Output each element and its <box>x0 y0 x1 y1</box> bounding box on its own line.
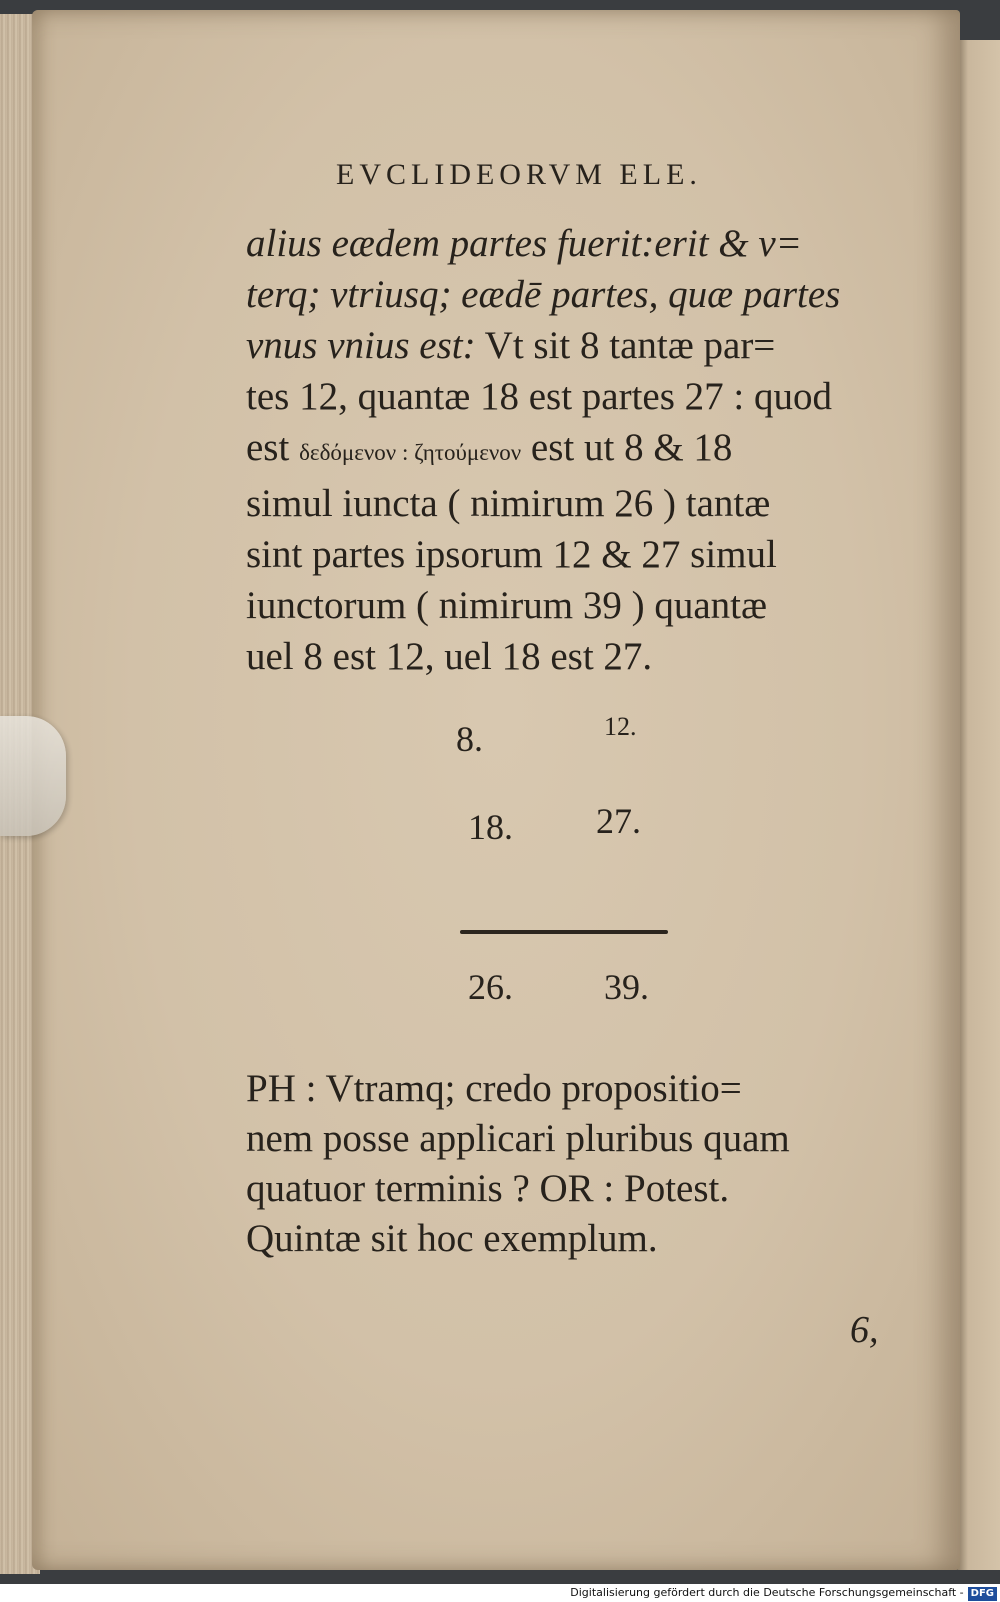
page-clip <box>0 716 66 836</box>
text-fragment: : <box>396 440 415 465</box>
example-number: 18. <box>468 807 513 847</box>
text-fragment: vnus vnius est: <box>246 324 476 367</box>
text-line: simul iuncta ( nimirum 26 ) tantæ <box>246 482 771 525</box>
greek-word: δεδόμενον <box>299 440 397 465</box>
catchword: 6, <box>850 1309 879 1351</box>
text-fragment: Vt sit 8 tantæ par= <box>475 324 776 367</box>
example-sum: 26. <box>468 967 513 1007</box>
paragraph-2 <box>246 1064 896 1264</box>
footer-bar <box>0 1584 1000 1602</box>
text-line: tes 12, quantæ 18 est partes 27 : quod <box>246 375 833 418</box>
running-header: EVCLIDEORVM ELE. <box>336 158 702 191</box>
example-number: 12. <box>604 712 637 741</box>
facing-page-edge <box>958 40 1000 1570</box>
text-line: sint partes ipsorum 12 & 27 simul <box>246 533 777 576</box>
example-number: 27. <box>596 801 641 841</box>
text-fragment: est <box>246 426 300 469</box>
text-line <box>246 320 896 371</box>
paragraph-1 <box>246 218 896 682</box>
text-line: PH : Vtramq; credo propositio= <box>246 1067 742 1110</box>
text-line: nem posse applicari pluribus quam <box>246 1117 790 1160</box>
footer-credit: Digitalisierung gefördert durch die Deutsche Forschungsgemeinschaft - <box>570 1586 964 1599</box>
text-line: terq; vtriusq; eædē partes, quæ partes <box>246 273 841 316</box>
text-fragment: est ut 8 & 18 <box>521 426 733 469</box>
example-number: 8. <box>456 719 483 759</box>
text-line: iunctorum ( nimirum 39 ) quantæ <box>246 584 768 627</box>
dfg-logo: DFG <box>968 1587 997 1601</box>
text-line: uel 8 est 12, uel 18 est 27. <box>246 635 653 678</box>
text-line: alius eædem partes fuerit:erit & v= <box>246 222 802 265</box>
text-line: Quintæ sit hoc exemplum. <box>246 1217 658 1260</box>
text-line <box>246 422 896 478</box>
example-sum: 39. <box>604 967 649 1007</box>
sum-rule <box>460 930 668 934</box>
text-line: quatuor terminis ? OR : Potest. <box>246 1167 730 1210</box>
greek-word: ζητούμενον <box>414 440 522 465</box>
